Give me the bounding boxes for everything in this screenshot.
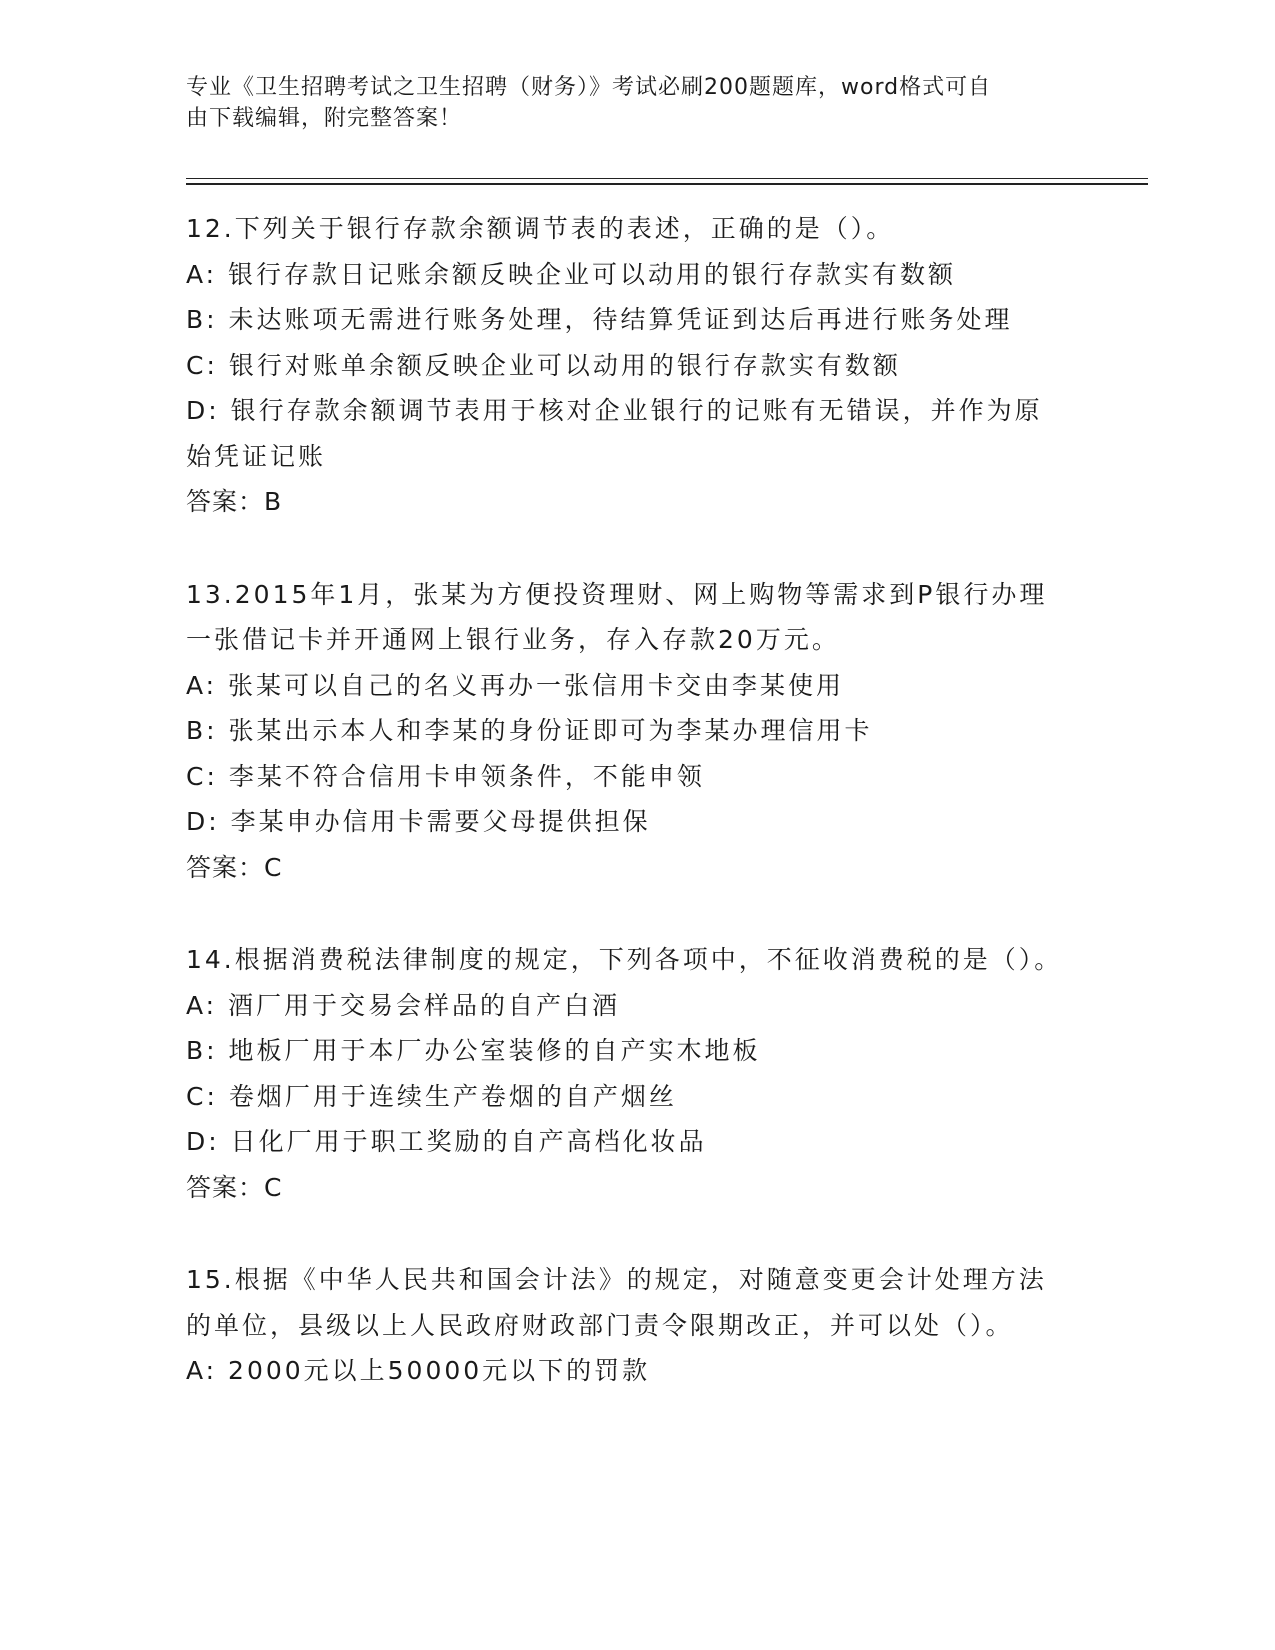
question-13 bbox=[186, 572, 1066, 891]
question-text: 14.根据消费税法律制度的规定，下列各项中，不征收消费税的是（）。 bbox=[186, 945, 1063, 974]
question-text: 15.根据《中华人民共和国会计法》的规定，对随意变更会计处理方法的单位，县级以上人民政府财政部门责令限期改正，并可以处（）。 bbox=[186, 1265, 1047, 1340]
header-line-1: 专业《卫生招聘考试之卫生招聘（财务）》考试必刷200题题库，word格式可自 bbox=[186, 75, 992, 100]
option-c: C: 卷烟厂用于连续生产卷烟的自产烟丝 bbox=[186, 1081, 677, 1111]
option-c: C: 李某不符合信用卡申领条件，不能申领 bbox=[186, 761, 705, 791]
option-d: D: 日化厂用于职工奖励的自产高档化妆品 bbox=[186, 1127, 707, 1156]
option-a: A: 张某可以自己的名义再办一张信用卡交由李某使用 bbox=[186, 670, 845, 700]
answer-label: 答案：C bbox=[186, 1172, 283, 1202]
option-c: C: 银行对账单余额反映企业可以动用的银行存款实有数额 bbox=[186, 350, 901, 380]
answer-label: 答案：B bbox=[186, 487, 283, 516]
question-14 bbox=[186, 937, 1066, 1210]
option-d: D: 李某申办信用卡需要父母提供担保 bbox=[186, 807, 651, 836]
option-b: B: 地板厂用于本厂办公室装修的自产实木地板 bbox=[186, 1036, 761, 1065]
option-b: B: 未达账项无需进行账务处理，待结算凭证到达后再进行账务处理 bbox=[186, 305, 1013, 334]
question-12 bbox=[186, 206, 1066, 525]
header-line-2: 由下载编辑，附完整答案！ bbox=[186, 106, 463, 131]
question-text: 12.下列关于银行存款余额调节表的表述，正确的是（）。 bbox=[186, 214, 895, 243]
answer-label: 答案：C bbox=[186, 852, 283, 882]
question-15 bbox=[186, 1257, 1066, 1394]
document-header bbox=[186, 72, 1056, 134]
header-divider-thin bbox=[186, 178, 1148, 179]
option-d: D: 银行存款余额调节表用于核对企业银行的记账有无错误，并作为原始凭证记账 bbox=[186, 396, 1043, 471]
option-b: B: 张某出示本人和李某的身份证即可为李某办理信用卡 bbox=[186, 716, 873, 745]
question-text: 13.2015年1月，张某为方便投资理财、网上购物等需求到P银行办理一张借记卡并开通网上银行业务，存入存款20万元。 bbox=[186, 579, 1048, 654]
option-a: A: 酒厂用于交易会样品的自产白酒 bbox=[186, 990, 621, 1020]
option-a: A: 银行存款日记账余额反映企业可以动用的银行存款实有数额 bbox=[186, 259, 957, 289]
header-divider-thick bbox=[186, 183, 1148, 185]
option-a: A: 2000元以上50000元以下的罚款 bbox=[186, 1356, 651, 1385]
question-list bbox=[186, 206, 1066, 1441]
